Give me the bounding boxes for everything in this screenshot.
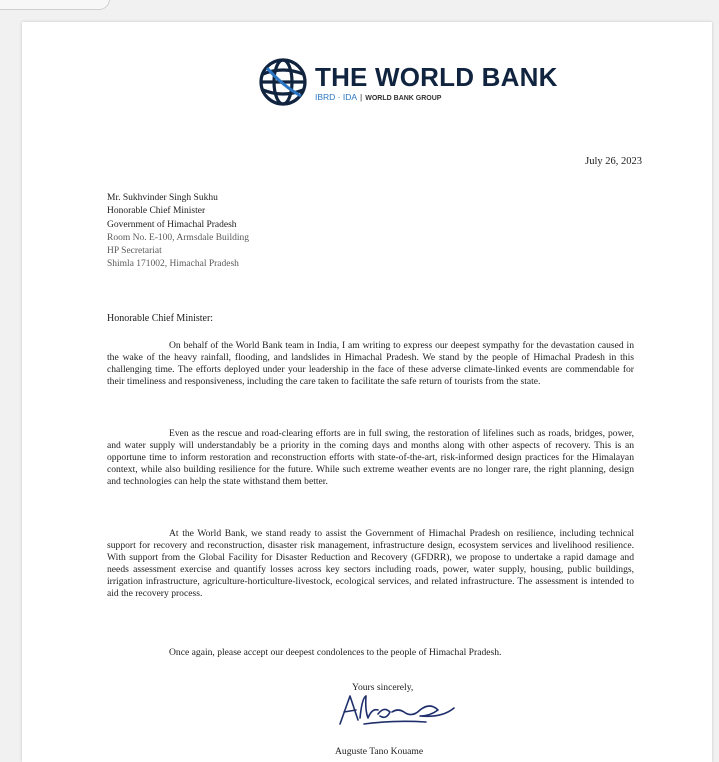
handwritten-signature [334, 690, 464, 732]
letterhead-ibrd: IBRD · IDA [315, 91, 358, 102]
signer-name: Auguste Tano Kouame [335, 746, 424, 757]
world-bank-logo [257, 56, 558, 108]
recipient-organization: Government of Himachal Pradesh [107, 219, 237, 230]
letterhead-group: WORLD BANK GROUP [365, 94, 442, 102]
recipient-city: Shimla 171002, Himachal Pradesh [107, 259, 239, 270]
recipient-address [107, 192, 249, 272]
recipient-office: HP Secretariat [107, 246, 162, 257]
letter-date: July 26, 2023 [585, 156, 642, 167]
recipient-name: Mr. Sukhvinder Singh Sukhu [107, 193, 218, 203]
recipient-room: Room No. E-100, Armsdale Building [107, 232, 249, 243]
letter-page [22, 22, 712, 762]
body-paragraph-3: At the World Bank, we stand ready to assist the Government of Himachal Pradesh on resilience, including technical support for recovery and reconstruction, disaster risk management, infrastructure design, ecosystem services and livelihood resilience. With support from the Global Facility for Disaster Reduction and Recovery (GFDRR), we propose to undertake a rapid damage and needs assessment exercise and quantify losses across key sectors including roads, power, water supply, housing, public buildings, irrigation infrastructure, agriculture-horticulture-livestock, ecological services, and related infrastructure. The assessment is intended to aid the recovery process. [107, 528, 634, 600]
sign-off: Yours sincerely, [352, 682, 414, 693]
body-paragraph-2: Even as the rescue and road-clearing efforts are in full swing, the restoration of lifelines such as roads, bridges, power, and water supply will understandably be a priority in the coming days and months along with other aspects of recovery. This is an opportune time to inform restoration and reconstruction efforts with state-of-the-art, risk-informed design practices for the Himalayan context, while also building resilience for the future. While such extreme weather events are no longer rare, the right planning, design and technologies can help the state withstand them better. [107, 428, 634, 488]
salutation: Honorable Chief Minister: [107, 313, 214, 324]
closing-paragraph: Once again, please accept our deepest condolences to the people of Himachal Pradesh. [169, 647, 502, 658]
world-bank-globe-icon [257, 56, 309, 108]
body-paragraph-1: On behalf of the World Bank team in India, I am writing to express our deepest sympathy for the devastation caused in the wake of the heavy rainfall, flooding, and landslides in Himachal Pradesh. We stand by the people of Himachal Pradesh in this challenging time. The efforts deployed under your leadership in the face of these adverse climate-linked events are commendable for their timeliness and responsiveness, including the care taken to facilitate the safe return of tourists from the state. [107, 340, 634, 388]
recipient-title: Honorable Chief Minister [107, 206, 206, 217]
letterhead-title: THE WORLD BANK [315, 61, 558, 92]
letterhead-subtitle: IBRD · IDA | WORLD BANK GROUP [315, 91, 442, 102]
window-tab-edge [0, 0, 110, 10]
